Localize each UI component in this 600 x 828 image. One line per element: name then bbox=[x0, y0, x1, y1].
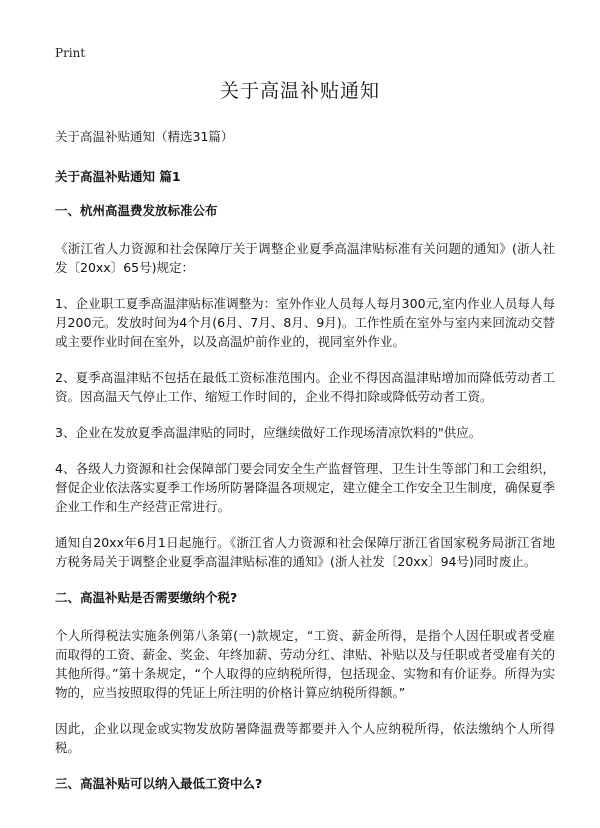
heading-2: 二、高温补贴是否需要缴纳个税? bbox=[55, 590, 238, 605]
page-title: 关于高温补贴通知 bbox=[219, 80, 380, 102]
paragraph: 通知自20xx年6月1日起施行。《浙江省人力资源和社会保障厅浙江省国家税务局浙江省地方税务局关于调整企业夏季高温津贴标准的通知》(浙人社发〔20xx〕94号)同时废止。 bbox=[55, 535, 555, 569]
document-subtitle: 关于高温补贴通知（精选31篇） bbox=[55, 129, 234, 144]
print-link[interactable]: Print bbox=[55, 46, 86, 60]
heading-3: 三、高温补贴可以纳入最低工资中么? bbox=[55, 776, 263, 791]
paragraph: 因此，企业以现金或实物发放防暑降温费等都要并入个人应纳税所得，依法缴纳个人所得税。 bbox=[55, 721, 555, 755]
paragraph: 1、企业职工夏季高温津贴标准调整为：室外作业人员每人每月300元,室内作业人员每人每月200元。发放时间为4个月(6月、7月、8月、9月)。工作性质在室外与室内来回流动交替或主要作业时间在室外，以及高温炉前作业的，视同室外作业。 bbox=[55, 296, 555, 349]
document-body bbox=[55, 76, 575, 812]
paragraph: 4、各级人力资源和社会保障部门要会同安全生产监督管理、卫生计生等部门和工会组织，督促企业依法落实夏季工作场所防暑降温各项规定，建立健全工作安全卫生制度，确保夏季企业工作和生产经营正常进行。 bbox=[55, 461, 556, 514]
section-title: 关于高温补贴通知 篇1 bbox=[55, 169, 181, 184]
heading-1: 一、杭州高温费发放标准公布 bbox=[55, 203, 218, 218]
paragraph: 3、企业在发放夏季高温津贴的同时，应继续做好工作现场清凉饮料的"供应。 bbox=[55, 425, 482, 440]
paragraph: 2、夏季高温津贴不包括在最低工资标准范围内。企业不得因高温津贴增加而降低劳动者工资。因高温天气停止工作、缩短工作时间的，企业不得扣除或降低劳动者工资。 bbox=[55, 370, 555, 404]
paragraph: 《浙江省人力资源和社会保障厅关于调整企业夏季高温津贴标准有关问题的通知》(浙人社发〔20xx〕65号)规定： bbox=[55, 241, 555, 275]
paragraph: 个人所得税法实施条例第八条第(一)款规定，“工资、薪金所得，是指个人因任职或者受雇而取得的工资、薪金、奖金、年终加薪、劳动分红、津贴、补贴以及与任职或者受雇有关的其他所得。”第十条规定，“个人取得的应纳税所得，包括现金、实物和有价证券。所得为实物的，应当按照取得的凭证上所注明的价格计算应纳税所得额。” bbox=[55, 628, 556, 700]
